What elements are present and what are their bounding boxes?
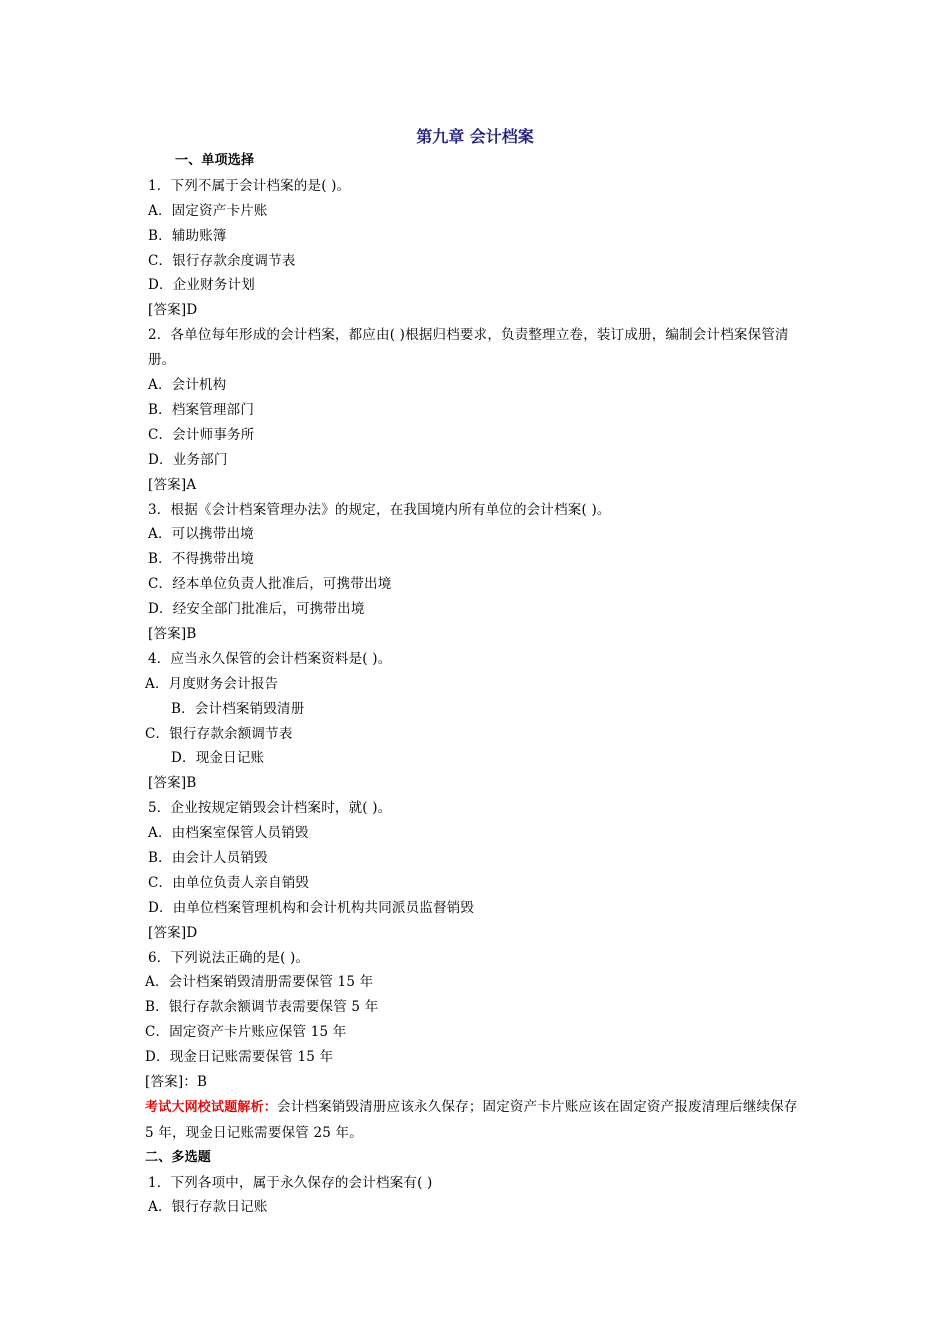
answer-line: [答案]D [148,924,198,941]
option-c: C．经本单位负责人批准后，可携带出境 [148,576,392,593]
option-b: B．辅助账簿 [148,227,227,244]
answer-line: [答案]B [148,775,197,792]
question-stem: 5．企业按规定销毁会计档案时，就( )。 [148,800,392,817]
option-b: B．不得携带出境 [148,551,255,568]
option-a: A．会计档案销毁清册需要保管 15 年 [145,974,374,991]
option-a: A．月度财务会计报告 [145,675,279,692]
option-b: B．档案管理部门 [148,401,255,418]
option-d: D．现金日记账 [171,750,265,767]
option-a: A．银行存款日记账 [148,1199,268,1216]
question-stem: 1．下列各项中，属于永久保存的会计档案有( ) [148,1174,433,1191]
option-a: A．固定资产卡片账 [148,202,268,219]
option-b: B．会计档案销毁清册 [171,700,305,717]
question-stem: 6．下列说法正确的是( )。 [148,949,310,966]
analysis-paragraph [145,1095,810,1146]
answer-line: [答案]D [148,302,198,319]
answer-line: [答案]：B [145,1073,208,1090]
analysis-text: 会计档案销毁清册应该永久保存；固定资产卡片账应该在固定资产报废清理后继续保存 5 年，现金日记账需要保管 25 年。 [145,1098,798,1141]
option-a: A．由档案室保管人员销毁 [148,825,309,842]
option-c: C．银行存款余额调节表 [145,725,293,742]
option-b: B．银行存款余额调节表需要保管 5 年 [145,999,379,1016]
section-heading-single-choice: 一、单项选择 [175,153,255,168]
option-c: C．会计师事务所 [148,426,255,443]
question-stem: 3．根据《会计档案管理办法》的规定，在我国境内所有单位的会计档案( )。 [148,501,611,518]
option-c: C．银行存款余度调节表 [148,252,296,269]
question-stem: 1．下列不属于会计档案的是( )。 [148,177,351,194]
option-b: B．由会计人员销毁 [148,849,268,866]
option-d: D．企业财务计划 [148,277,255,294]
option-c: C．固定资产卡片账应保管 15 年 [145,1024,347,1041]
option-d: D．经安全部门批准后，可携带出境 [148,601,365,618]
question-stem: 2．各单位每年形成的会计档案，都应由( )根据归档要求，负责整理立卷，装订成册，编制会计档案保管清册。 [148,327,789,369]
analysis-label: 考试大网校试题解析： [145,1099,278,1115]
answer-line: [答案]B [148,625,197,642]
question-stem: 4．应当永久保管的会计档案资料是( )。 [148,650,392,667]
page-title: 第九章 会计档案 [416,127,534,146]
option-d: D．业务部门 [148,451,228,468]
option-c: C．由单位负责人亲自销毁 [148,874,310,891]
option-a: A．会计机构 [148,377,227,394]
option-d: D．现金日记账需要保管 15 年 [145,1049,334,1066]
option-a: A．可以携带出境 [148,526,254,543]
section-heading-multiple-choice: 二、多选题 [145,1149,212,1165]
answer-line: [答案]A [148,476,197,493]
option-d: D．由单位档案管理机构和会计机构共同派员监督销毁 [148,899,475,916]
document-body [145,149,810,1220]
